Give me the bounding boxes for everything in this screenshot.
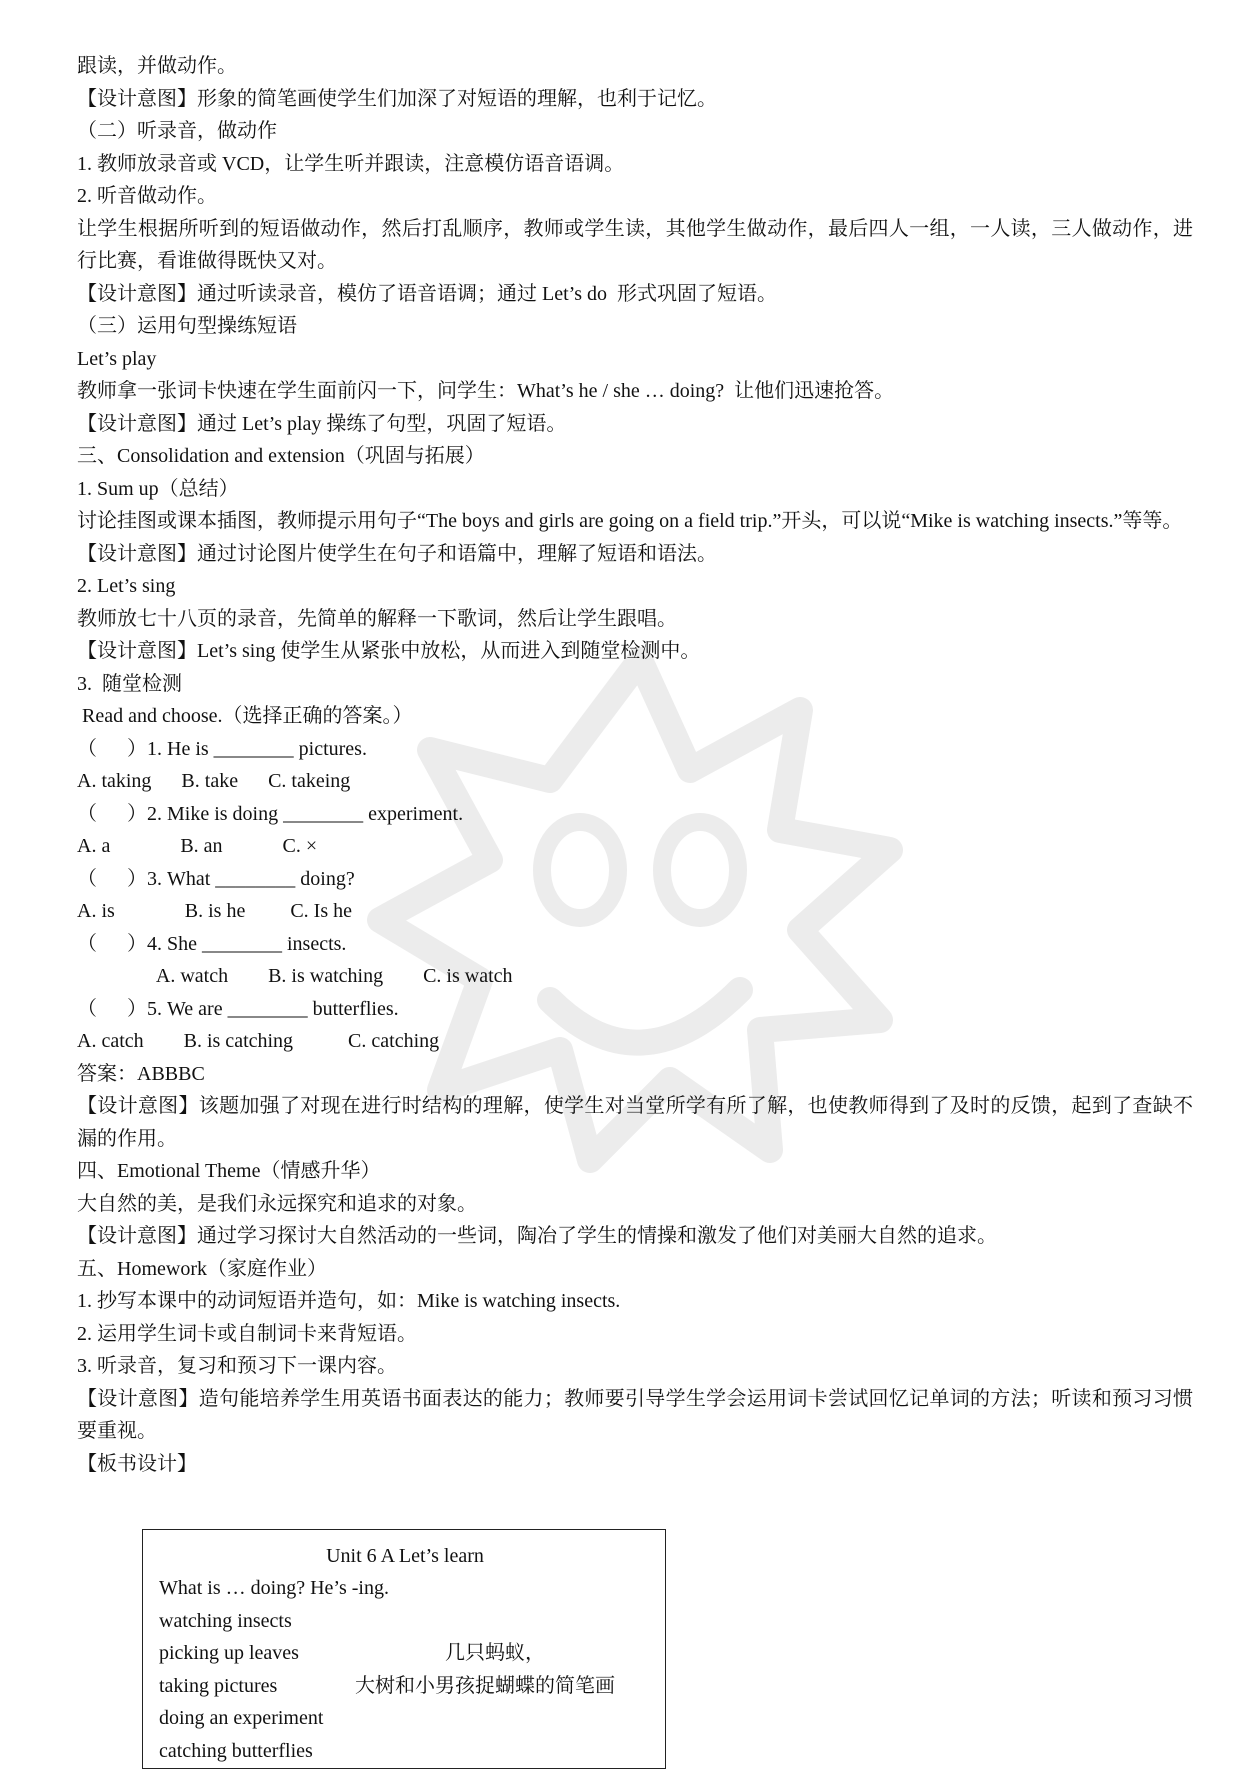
board-line: doing an experiment [159,1707,324,1729]
paragraph: 教师放七十八页的录音，先简单的解释一下歌词，然后让学生跟唱。 [77,607,677,630]
quiz-options: A. catch B. is catching C. catching [77,1030,440,1052]
board-line: What is … doing? He’s -ing. [159,1577,389,1599]
quiz-question: （ ）2. Mike is doing ________ experiment. [77,802,464,825]
design-intent-note: 【设计意图】该题加强了对现在进行时结构的理解，使学生对当堂所学有所了解，也使教师得到了及时的反馈，起到了查缺不漏的作用。 [77,1095,1193,1150]
activity-title: Let’s play [77,347,157,370]
section-heading: （二）听录音，做动作 [77,120,277,142]
homework-item: 3. 听录音，复习和预习下一课内容。 [77,1355,397,1377]
quiz-options: A. taking B. take C. takeing [77,770,351,792]
quiz-question: （ ）4. She ________ insects. [77,932,347,955]
paragraph: 大自然的美，是我们永远探究和追求的对象。 [77,1192,477,1215]
paragraph: 让学生根据所听到的短语做动作，然后打乱顺序，教师或学生读，其他学生做动作，最后四人一组，一人读，三人做动作，进行比赛，看谁做得既快又对。 [77,217,1193,272]
step-item: 1. Sum up（总结） [77,477,239,500]
design-intent-note: 【设计意图】通过 Let’s play 操练了句型，巩固了短语。 [77,412,567,435]
board-line: picking up leaves [159,1642,299,1664]
quiz-options: A. is B. is he C. Is he [77,900,352,922]
homework-item: 2. 运用学生词卡或自制词卡来背短语。 [77,1322,417,1345]
step-item: 3. 随堂检测 [77,672,182,695]
quiz-question: （ ）3. What ________ doing? [77,867,355,890]
board-line: catching butterflies [159,1739,313,1762]
design-intent-note: 【设计意图】通过讨论图片使学生在句子和语篇中，理解了短语和语法。 [77,542,717,565]
board-note: 大树和小男孩捉蝴蝶的简笔画 [355,1674,615,1697]
quiz-question: （ ）1. He is ________ pictures. [77,737,367,760]
board-design-heading: 【板书设计】 [77,1452,197,1475]
step-item: 2. 听音做动作。 [77,185,217,207]
blackboard-design-box [142,1529,666,1769]
quiz-options: A. watch B. is watching C. is watch [77,965,513,987]
section-heading: （三）运用句型操练短语 [77,315,297,337]
design-intent-note: 【设计意图】造句能培养学生用英语书面表达的能力；教师要引导学生学会运用词卡尝试回忆记单词的方法；听读和预习习惯要重视。 [77,1387,1193,1442]
quiz-question: （ ）5. We are ________ butterflies. [77,997,399,1020]
board-line: watching insects [159,1609,292,1632]
text-line: 跟读，并做动作。 [77,55,237,77]
board-title: Unit 6 A Let’s learn [326,1545,484,1567]
quiz-options: A. a B. an C. × [77,835,318,857]
design-intent-note: 【设计意图】通过学习探讨大自然活动的一些词，陶冶了学生的情操和激发了他们对美丽大自然的追求。 [77,1225,997,1247]
design-intent-note: 【设计意图】通过听读录音，模仿了语音语调；通过 Let’s do 形式巩固了短语。 [77,282,777,305]
design-intent-note: 【设计意图】Let’s sing 使学生从紧张中放松，从而进入到随堂检测中。 [77,640,701,662]
design-intent-note: 【设计意图】形象的简笔画使学生们加深了对短语的理解，也利于记忆。 [77,87,717,110]
quiz-answer: 答案：ABBBC [77,1062,205,1085]
section-heading: 四、Emotional Theme（情感升华） [77,1160,381,1182]
paragraph: 教师拿一张词卡快速在学生面前闪一下，问学生：What’s he / she … doing? 让他们迅速抢答。 [77,380,895,402]
section-heading: 五、Homework（家庭作业） [77,1257,327,1280]
board-line: taking pictures [159,1674,278,1697]
step-item: 1. 教师放录音或 VCD，让学生听并跟读，注意模仿语音语调。 [77,152,625,175]
section-heading: 三、Consolidation and extension（巩固与拓展） [77,445,485,467]
quiz-instruction: Read and choose.（选择正确的答案。） [77,705,413,727]
paragraph: 讨论挂图或课本插图，教师提示用句子“The boys and girls are going on a field trip.”开头，可以说“Mike is watching insects.”等等。 [77,510,1183,532]
homework-item: 1. 抄写本课中的动词短语并造句，如：Mike is watching insects. [77,1290,621,1312]
lesson-plan-document [77,50,1193,1480]
board-note: 几只蚂蚁， [445,1642,545,1664]
step-item: 2. Let’s sing [77,575,176,597]
